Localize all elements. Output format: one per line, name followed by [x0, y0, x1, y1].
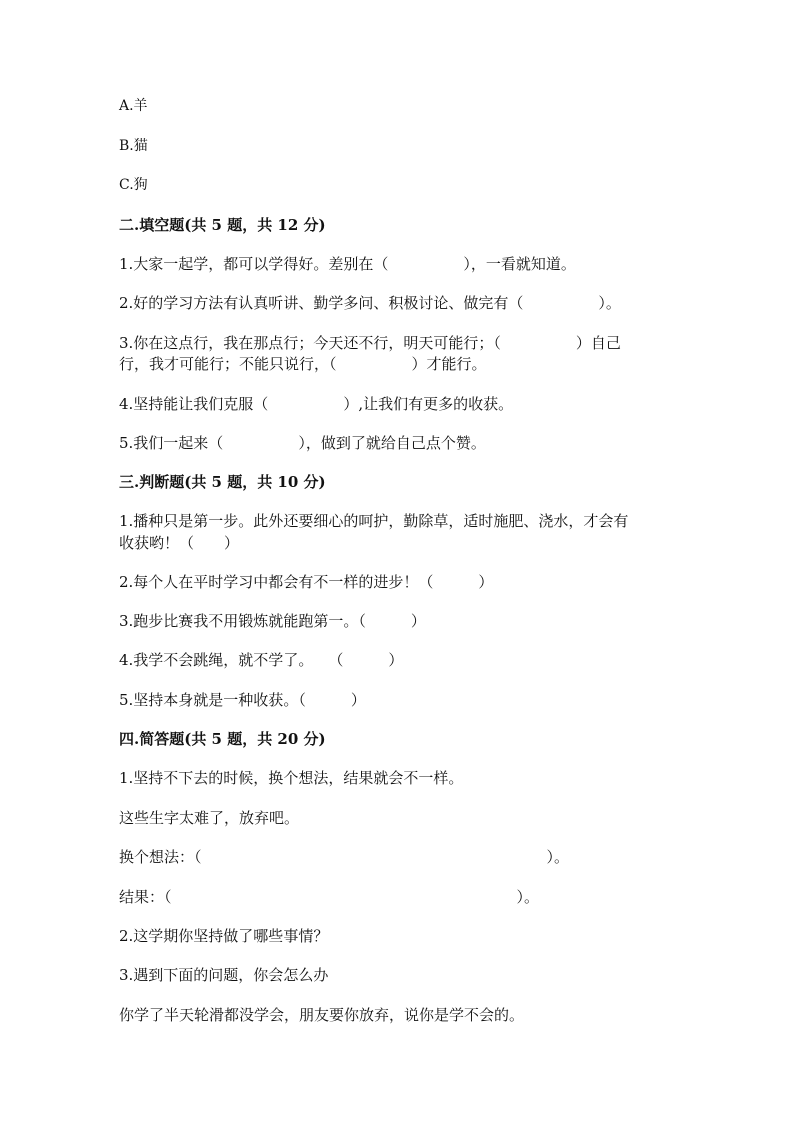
section-judgement-heading: 三.判断题(共 5 题，共 10 分): [119, 473, 326, 491]
fill-blank-q5: 5.我们一起来（ ），做到了就给自己点个赞。: [119, 434, 486, 452]
fill-blank-q3-line2: 行，我才可能行；不能只说行，（ ）才能行。: [119, 355, 487, 373]
section-short-answer-heading: 四.简答题(共 5 题，共 20 分): [119, 730, 326, 748]
judgement-q5: 5.坚持本身就是一种收获。（ ）: [119, 691, 366, 709]
judgement-q1-line2: 收获哟！（ ）: [119, 534, 240, 552]
short-answer-q2: 2.这学期你坚持做了哪些事情？: [119, 927, 329, 945]
choice-c: C.狗: [119, 177, 148, 193]
judgement-q4: 4.我学不会跳绳，就不学了。 （ ）: [119, 651, 404, 669]
short-answer-q3: 3.遇到下面的问题，你会怎么办: [119, 966, 329, 984]
choice-b: B.猫: [119, 138, 148, 154]
fill-blank-q3-line1: 3.你在这点行，我在那点行；今天还不行，明天可能行；（ ）自己: [119, 334, 621, 352]
short-answer-q1-result: 结果：（ ）。: [119, 888, 540, 906]
choice-a: A.羊: [119, 98, 148, 114]
fill-blank-q1: 1.大家一起学，都可以学得好。差别在（ ），一看就知道。: [119, 255, 576, 273]
fill-blank-q2: 2.好的学习方法有认真听讲、勤学多问、积极讨论、做完有（ ）。: [119, 294, 621, 312]
judgement-q1-line1: 1.播种只是第一步。此外还要细心的呵护，勤除草，适时施肥、浇水，才会有: [119, 512, 629, 530]
section-fill-blank-heading: 二.填空题(共 5 题，共 12 分): [119, 216, 326, 234]
short-answer-q3-scenario: 你学了半天轮滑都没学会，朋友要你放弃，说你是学不会的。: [119, 1006, 525, 1024]
fill-blank-q4: 4.坚持能让我们克服（ ）,让我们有更多的收获。: [119, 395, 514, 413]
short-answer-q1-idea: 换个想法：（ ）。: [119, 848, 570, 866]
short-answer-q1: 1.坚持不下去的时候，换个想法，结果就会不一样。: [119, 769, 464, 787]
judgement-q2: 2.每个人在平时学习中都会有不一样的进步！（ ）: [119, 573, 494, 591]
short-answer-q1-example: 这些生字太难了，放弃吧。: [119, 809, 300, 827]
judgement-q3: 3.跑步比赛我不用锻炼就能跑第一。（ ）: [119, 612, 426, 630]
